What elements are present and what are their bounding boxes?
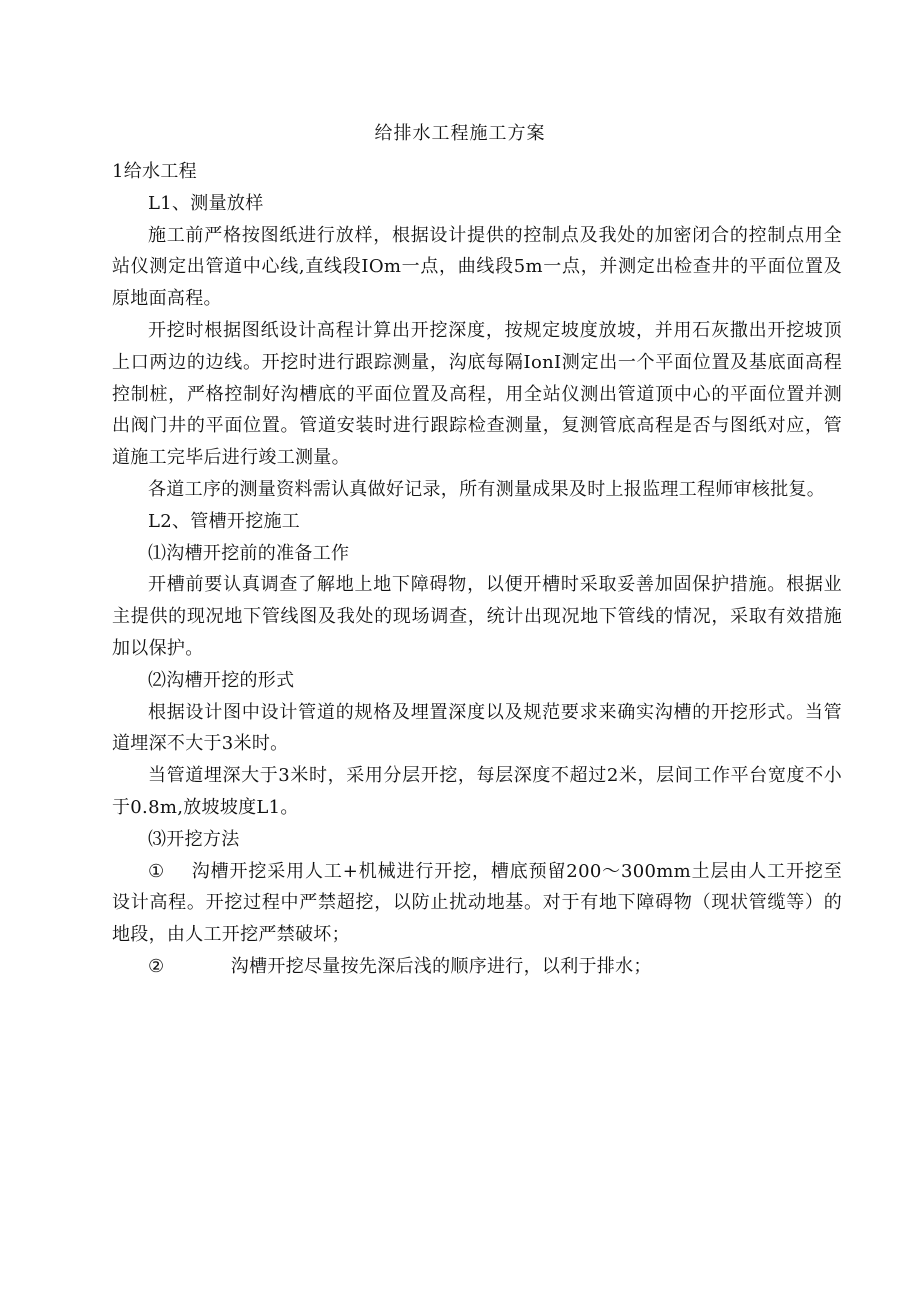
list-item-text: 沟槽开挖采用人工+机械进行开挖，槽底预留200～300mm土层由人工开挖至设计高程。开挖过程中严禁超挖，以防止扰动地基。对于有地下障碍物（现状管缆等）的地段，由人工开挖严禁破坏； [112,860,842,946]
item-heading: ⑶开挖方法 [148,828,240,850]
document-title: 给排水工程施工方案 [374,123,546,144]
document-body [112,156,842,983]
list-item-text: 沟槽开挖尽量按先深后浅的顺序进行，以利于排水； [230,955,652,977]
item-heading: ⑴沟槽开挖前的准备工作 [148,542,350,564]
list-item [112,856,842,951]
list-marker: ① [148,860,165,882]
list-item [112,951,842,983]
section-heading: 1给水工程 [112,161,197,182]
paragraph: 开槽前要认真调查了解地上地下障碍物，以便开槽时采取妥善加固保护措施。根据业主提供的现况地下管线图及我处的现场调查，统计出现况地下管线的情况，采取有效措施加以保护。 [112,574,842,659]
item-heading: ⑵沟槽开挖的形式 [148,669,295,691]
paragraph: 根据设计图中设计管道的规格及埋置深度以及规范要求来确实沟槽的开挖形式。当管道埋深不大于3米时。 [112,701,842,755]
paragraph: 开挖时根据图纸设计高程计算出开挖深度，按规定坡度放坡，并用石灰撒出开挖坡顶上口两边的边线。开挖时进行跟踪测量，沟底每隔IonI测定出一个平面位置及基底面高程控制桩，严格控制好沟槽底的平面位置及高程，用全站仪测出管道顶中心的平面位置并测出阀门井的平面位置。管道安装时进行跟踪检查测量，复测管底高程是否与图纸对应，管道施工完毕后进行竣工测量。 [112,319,842,469]
paragraph: 各道工序的测量资料需认真做好记录，所有测量成果及时上报监理工程师审核批复。 [148,478,826,500]
list-marker: ② [148,955,165,977]
subsection-heading: L1、测量放样 [148,192,264,214]
paragraph: 施工前严格按图纸进行放样，根据设计提供的控制点及我处的加密闭合的控制点用全站仪测定出管道中心线,直线段IOm一点，曲线段5m一点，并测定出检查井的平面位置及原地面高程。 [112,224,842,310]
subsection-heading: L2、管槽开挖施工 [148,510,301,532]
paragraph: 当管道埋深大于3米时，采用分层开挖，每层深度不超过2米，层间工作平台宽度不小于0.8m,放坡坡度L1。 [112,765,842,818]
